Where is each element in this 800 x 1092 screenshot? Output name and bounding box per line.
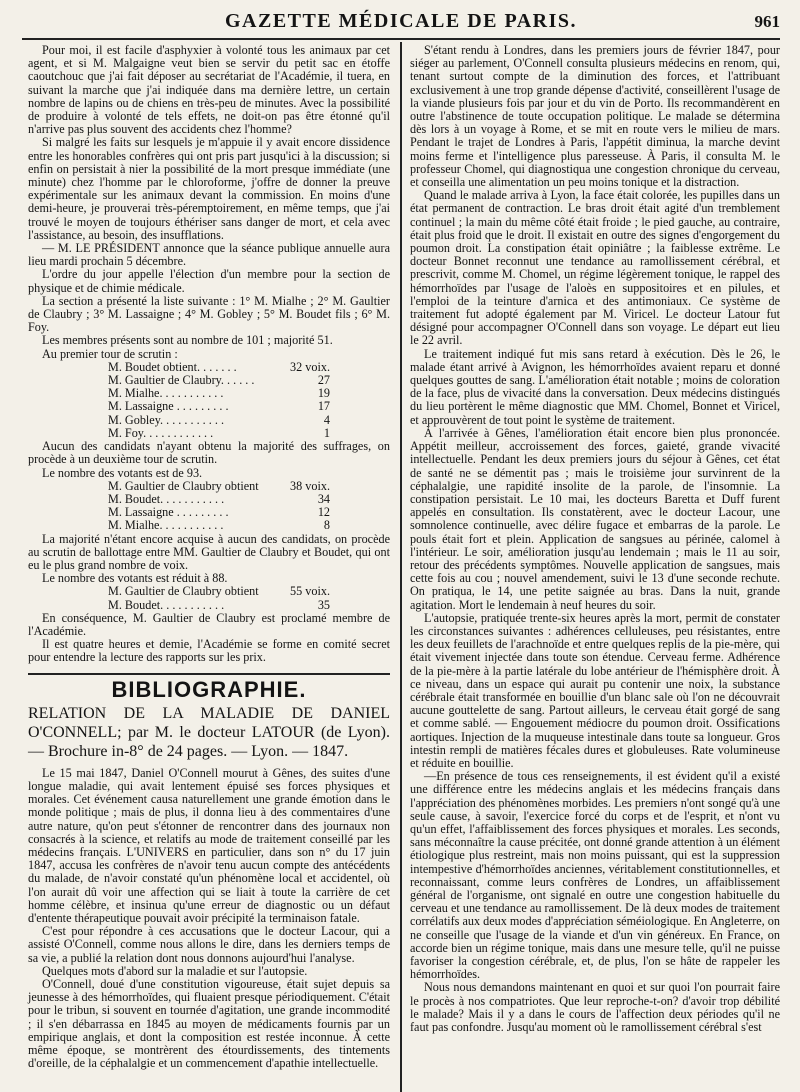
section-title: BIBLIOGRAPHIE.: [111, 676, 307, 702]
bibliography-heading: RELATION DE LA MALADIE DE DANIEL O'CONNELL; par M. le docteur LATOUR (de Lyon). — Brochure in-8° de 24 pages. — Lyon. — 1847.: [28, 704, 390, 760]
paragraph: Si malgré les faits sur lesquels je m'appuie il y avait encore dissidence entre les honorables confrères qui ont pris part jusqu'ici à la discussion; si enfin on persistait à nier la possibilité de la mort presque immédiate (une minute) chez l'homme par le chloroforme, j'offre de donner la preuve expérimentale sur les animaux devant la commission. En moins d'une demi-heure, je prouverai très-péremptoirement, en même temps, que j'ai trouvé le moyen de toujours éthériser sans danger de mort, et cela avec l'assistance, au besoin, des insufflations.: [28, 135, 390, 242]
section-rule: [28, 673, 390, 675]
vote-name: M. Lassaigne . . . . . . . . .: [108, 505, 229, 520]
vote-name: M. Gaultier de Claubry obtient: [108, 584, 259, 599]
vote-name: M. Gobley. . . . . . . . . . .: [108, 412, 225, 427]
vote-count: 27: [317, 373, 330, 388]
column-divider: [400, 42, 402, 1092]
paragraph: O'Connell, doué d'une constitution vigoureuse, était sujet depuis sa jeunesse à des hémorrhoïdes, qui fluaient presque périodiquement. C'était pour le tribun, si souvent en tournée d'agitation, une grande incommodité ; il s'en débarrassa en 1845 au moyen de médicaments fournis par un empirique anglais, et dont la composition est restée inconnue. À cette même époque, se montrèrent des étourdissements, des tintements d'oreille, de la céphalalgie et un commencement d'apathie intellectuelle.: [28, 977, 390, 1071]
paragraph: Le traitement indiqué fut mis sans retard à exécution. Dès le 26, le malade étant arrivé à Avignon, les hémorrhoïdes avaient reparu et donné quelques gouttes de sang. L'amélioration était notable ; moins de coloration de la face, plus de vivacité dans la conversation. Deux médecins distingués du lieu portèrent le même diagnostic que MM. Chomel, Bonnet et Viricel, et approuvèrent de tout point le système de traitement.: [410, 346, 780, 427]
page-number: 961: [754, 12, 780, 31]
paragraph: Quand le malade arriva à Lyon, la face était colorée, les pupilles dans un état permanent de contraction. Le bras droit était agité d'un tremblement continuel ; la main du même côté était froide ; le pied gauche, au contraire, était plus froid que le droit. Il existait en outre des signes d'engorgement du poumon droit. La constipation était opiniâtre ; la faiblesse extrême. Le docteur Bonnet reconnut une tendance au ramollissement cérébral, et prescrivit, comme M. Chomel, un régime légèrement tonique, le rappel des hémorrhoïdes par l'usage de l'aloès en suppositoires et en pilules, et l'emploi de la teinture d'arnica et des antimoniaux. Ce système de traitement fut adopté également par M. Viricel. Le docteur Latour fut désigné pour accompagner O'Connell dans son voyage. Le départ eut lieu le 22 avril.: [410, 188, 780, 348]
paragraph: L'autopsie, pratiquée trente-six heures après la mort, permit de constater les circonstances suivantes : adhérences celluleuses, peu résistantes, entre les deux feuillets de l'arachnoïde et entre quelques replis de la pie-mère, qui était vivement injectée dans toute son étendue. Cerveau ferme. Adhérence de la pie-mère à la partie latérale du lobe antérieur de l'hémisphère droit. À ce niveau, dans un espace qui aurait pu contenir une noix, la substance cérébrale était transformée en bouillie d'un blanc sale où l'on ne découvrait aucune gouttelette de sang. Partout ailleurs, le cerveau était gorgé de sang et comme sablé. — Engouement médiocre du poumon droit. Ossifications aortiques. Injection de la muqueuse intestinale dans toute sa longueur. Gros intestin rempli de matières fécales dures et globuleuses. Rate volumineuse et réduite en bouillie.: [410, 610, 780, 770]
vote-row: [108, 585, 390, 598]
vote-count: 1: [323, 425, 330, 440]
vote-count: 34: [317, 491, 330, 506]
vote-name: M. Mialhe. . . . . . . . . . .: [108, 518, 224, 533]
vote-table-1: [28, 361, 390, 440]
vote-row: [108, 400, 390, 413]
paragraph: L'ordre du jour appelle l'élection d'un membre pour la section de physique et de chimie médicale.: [28, 267, 390, 295]
vote-count: 38 voix.: [290, 478, 330, 493]
vote-row: [108, 480, 390, 493]
paragraph: —En présence de tous ces renseignements, il est évident qu'il a existé une différence entre les médecins anglais et les médecins français dans l'appréciation des phénomènes morbides. Les premiers n'ont songé qu'à une seule cause, à savoir, l'exercice forcé du corps et de l'esprit, et n'ont vu qu'un effet, l'affaiblissement des forces physiques et morales. Les seconds, sans méconnaître la cause précitée, ont donné grande attention à un élément étiologique plus restreint, mais non moins puissant, qui est la suppression intempestive d'hémorrhoïdes anciennes, véritablement constitutionnelles, et reconnaissant, comme leurs confrères de Londres, un affaiblissement général de l'organisme, ont signalé en outre une congestion habituelle du cerveau et une tendance au ramollissement. De là deux modes de traitement corrélatifs aux deux modes d'appréciation séméiologique. En Angleterre, on ne conseille que l'usage de la viande et d'un vin généreux. En France, on accorde bien un régime tonique, mais dans une mesure telle, qu'il ne puisse favoriser la congestion cérébrale, et, de plus, l'on se hâte de rappeler les hémorrhoïdes.: [410, 769, 780, 982]
paragraph: En conséquence, M. Gaultier de Claubry est proclamé membre de l'Académie.: [28, 610, 390, 638]
journal-title: GAZETTE MÉDICALE DE PARIS.: [224, 10, 578, 32]
vote-name: M. Gaultier de Claubry obtient: [108, 478, 259, 493]
left-column: [28, 44, 390, 1070]
paragraph: C'est pour répondre à ces accusations que le docteur Lacour, qui a assisté O'Connell, comme nous allons le dire, dans les derniers temps de sa vie, a publié la relation dont nous donnons aujourd'hui l'analyse.: [28, 924, 390, 965]
vote-name: M. Mialhe. . . . . . . . . . .: [108, 386, 224, 401]
vote-row: [108, 414, 390, 427]
paragraph: La majorité n'étant encore acquise à aucun des candidats, on procède au scrutin de ballottage entre MM. Gaultier de Claubry et Boudet, qui ont eu le plus grand nombre de voix.: [28, 531, 390, 572]
vote-name: M. Boudet. . . . . . . . . . .: [108, 597, 225, 612]
vote-count: 32 voix.: [290, 359, 330, 374]
paragraph: Le nombre des votants est réduit à 88.: [42, 571, 228, 586]
paragraph: Les membres présents sont au nombre de 101 ; majorité 51.: [42, 333, 333, 348]
vote-name: M. Gaultier de Claubry. . . . . .: [108, 373, 255, 388]
vote-row: [108, 599, 390, 612]
vote-table-2: [28, 480, 390, 533]
vote-count: 8: [323, 518, 330, 533]
paragraph: — M. LE PRÉSIDENT annonce que la séance publique annuelle aura lieu mardi prochain 5 décembre.: [28, 241, 390, 269]
vote-count: 55 voix.: [290, 584, 330, 599]
right-column: [410, 44, 780, 1034]
paragraph: La section a présenté la liste suivante : 1° M. Mialhe ; 2° M. Gaultier de Claubry ; 3° M. Lassaigne ; 4° M. Gobley ; 5° M. Boudet fils ; 6° M. Foy.: [28, 293, 390, 335]
header-rule: [22, 38, 780, 40]
vote-count: 12: [317, 505, 330, 520]
paragraph: Le nombre des votants est de 93.: [42, 465, 203, 480]
vote-count: 17: [317, 399, 330, 414]
vote-table-3: [28, 585, 390, 611]
paragraph: Nous nous demandons maintenant en quoi et sur quoi l'on pourrait faire le procès à nos compatriotes. Que leur reproche-t-on? d'avoir trop débilité le malade? Mais il y a dans le cours de l'affection deux périodes qu'il ne faut pas confondre. Jusqu'au moment où le ramollissement cérébral s'est: [410, 980, 780, 1035]
vote-count: 35: [317, 597, 330, 612]
paragraph: Au premier tour de scrutin :: [42, 346, 178, 361]
vote-row: [108, 519, 390, 532]
vote-name: M. Lassaigne . . . . . . . . .: [108, 399, 229, 414]
paragraph: À l'arrivée à Gênes, l'amélioration était encore bien plus prononcée. Appétit meilleur, accroissement des forces, gaieté, grande vivacité intellectuelle. Pendant les deux premiers jours du séjour à Gênes, cet état de santé ne se démentit pas ; mais le troisième jour survinrent de la céphalalgie, une rapidité insolite de la parole, de l'insomnie. La constipation persistait. Le 10 mai, les docteurs Baretta et Duff furent appelés en consultation. Ils constatèrent, avec le docteur Lacour, une somnolence continuelle, avec délire fugace et embarras de la parole. Le pouls était fort et plein. Application de sangsues au périnée, calomel à l'intérieur. Le soir, amélioration jusqu'au lendemain ; mais le 11 au soir, retour des précédents symptômes. Nouvelle application de sangsues, mais cette fois au cou ; nouvel amendement, suivi le 13 d'une seconde rechute. On pratiqua, le 14, une petite saignée au bras. Dans la nuit, grande agitation. Mort le lendemain à neuf heures du soir.: [410, 425, 780, 612]
page-header: [22, 8, 780, 38]
vote-count: 4: [323, 412, 330, 427]
vote-count: 19: [317, 386, 330, 401]
vote-name: M. Boudet. . . . . . . . . . .: [108, 491, 225, 506]
vote-name: M. Foy. . . . . . . . . . . .: [108, 425, 214, 440]
paragraph: Il est quatre heures et demie, l'Académie se forme en comité secret pour entendre la lecture des rapports sur les prix.: [28, 637, 390, 665]
paragraph: S'étant rendu à Londres, dans les premiers jours de février 1847, pour siéger au parlement, O'Connell consulta plusieurs médecins en renom, qui, tenant surtout compte de la diminution des forces, et l'attribuant exclusivement à une trop grande dépense d'activité, conseillèrent l'usage de la viande plusieurs fois par jour et du vin de Porto. Ils recommandèrent en outre l'abstinence de toute occupation politique. Le malade se détermina dès lors à un voyage à Rome, et se mit en route vers le milieu de mars. Pendant le trajet de Londres à Paris, l'appétit diminua, la marche devint moins ferme et l'intelligence plus paresseuse. À Paris, il consulta M. le professeur Chomel, qui diagnostiqua une congestion chronique du cerveau, et conseilla une alimentation un peu moins tonique et la distraction.: [410, 43, 780, 190]
paragraph: Quelques mots d'abord sur la maladie et sur l'autopsie.: [42, 963, 308, 978]
paragraph: Le 15 mai 1847, Daniel O'Connell mourut à Gênes, des suites d'une longue maladie, qui avait lentement épuisé ses forces physiques et morales. Cet événement causa naturellement une grande émotion dans le monde politique ; mais de plus, il donna lieu à des commentaires d'une autre nature, qu'on peut s'étonner de rencontrer dans des journaux non consacrés à la science, et relatifs au mode de traitement conseillé par les médecins français. L'UNIVERS en particulier, dans son n° du 17 juin 1847, accusa les confrères de n'avoir tenu aucun compte des antécédents du malade, de n'avoir constaté qu'un phénomène local et accidentel, où l'on aurait dû voir une affection qui se liait à toute la carrière de cet homme célèbre, et insinua qu'une erreur de diagnostic ou un défaut d'entente thérapeutique pouvait avoir précipité la terminaison fatale.: [28, 765, 390, 925]
paragraph: Aucun des candidats n'ayant obtenu la majorité des suffrages, on procède à un deuxième tour de scrutin.: [28, 439, 390, 467]
paragraph: Pour moi, il est facile d'asphyxier à volonté tous les animaux par cet agent, et si M. Malgaigne veut bien se servir du petit sac en étoffe caoutchouc que j'ai fait déposer au secrétariat de l'Académie, il tuera, en suivant la marche que j'ai indiquée dans ma dernière lettre, un certain nombre de lapins ou de chiens en très-peu de minutes. Avec la possibilité de produire à volonté de tels effets, ne doit-on pas être étonné qu'il n'arrive pas plus souvent des accidents chez l'homme?: [28, 43, 390, 137]
vote-name: M. Boudet obtient. . . . . . .: [108, 359, 237, 374]
